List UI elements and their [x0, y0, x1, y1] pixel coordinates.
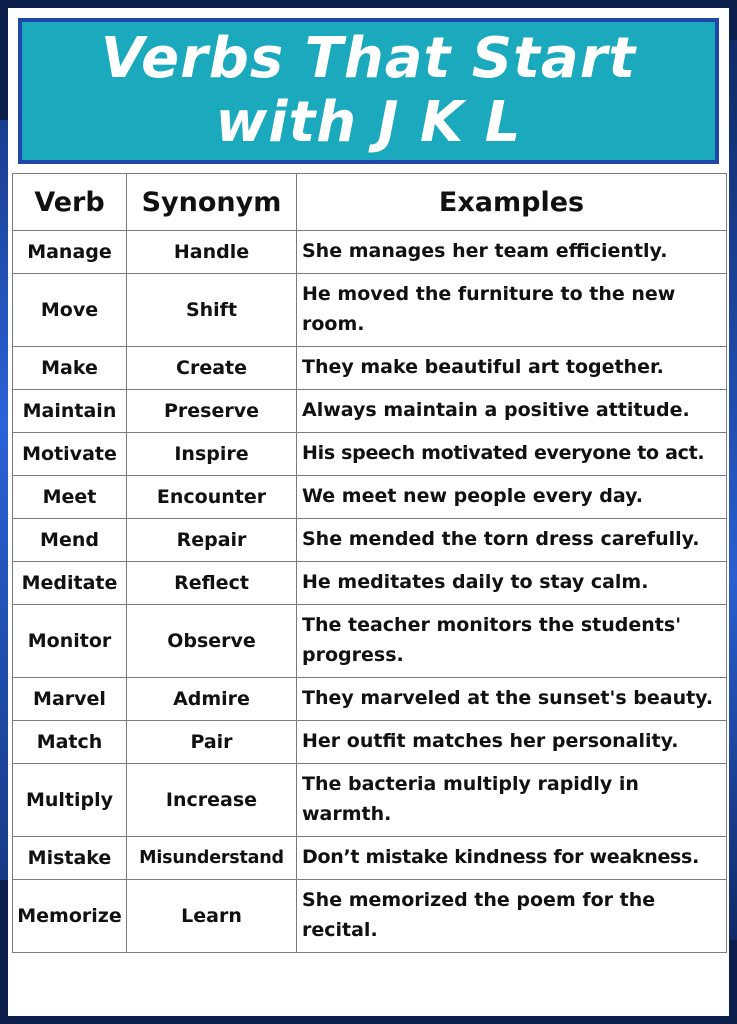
- table-row: [13, 562, 727, 605]
- table-row: [13, 837, 727, 880]
- verb-cell: Mistake: [13, 837, 127, 880]
- verb-cell: Maintain: [13, 390, 127, 433]
- synonym-cell: Reflect: [127, 562, 297, 605]
- verb-cell: Mend: [13, 519, 127, 562]
- table-row: [13, 678, 727, 721]
- synonym-cell: Pair: [127, 721, 297, 764]
- table-row: [13, 764, 727, 837]
- example-cell: Her outfit matches her personality.: [297, 721, 727, 764]
- table-row: [13, 605, 727, 678]
- verb-cell: Monitor: [13, 605, 127, 678]
- example-cell: She memorized the poem for the recital.: [297, 880, 727, 953]
- example-cell: They marveled at the sunset's beauty.: [297, 678, 727, 721]
- header-verb: Verb: [13, 174, 127, 231]
- table-row: [13, 519, 727, 562]
- synonym-cell: Inspire: [127, 433, 297, 476]
- verb-cell: Multiply: [13, 764, 127, 837]
- table-row: [13, 476, 727, 519]
- synonym-cell: Admire: [127, 678, 297, 721]
- synonym-cell: Handle: [127, 231, 297, 274]
- synonym-cell: Encounter: [127, 476, 297, 519]
- table-row: [13, 274, 727, 347]
- table-row: [13, 433, 727, 476]
- table-row: [13, 390, 727, 433]
- example-cell: His speech motivated everyone to act.: [297, 433, 727, 476]
- verb-cell: Motivate: [13, 433, 127, 476]
- synonym-cell: Misunderstand: [127, 837, 297, 880]
- infographic-card: [8, 8, 729, 1016]
- header-examples: Examples: [297, 174, 727, 231]
- example-cell: She mended the torn dress carefully.: [297, 519, 727, 562]
- verb-cell: Manage: [13, 231, 127, 274]
- table-header-row: [13, 174, 727, 231]
- table-row: [13, 347, 727, 390]
- table-row: [13, 880, 727, 953]
- verb-cell: Meet: [13, 476, 127, 519]
- example-cell: Don’t mistake kindness for weakness.: [297, 837, 727, 880]
- table-row: [13, 231, 727, 274]
- example-cell: Always maintain a positive attitude.: [297, 390, 727, 433]
- example-cell: She manages her team efficiently.: [297, 231, 727, 274]
- verb-cell: Meditate: [13, 562, 127, 605]
- verb-cell: Memorize: [13, 880, 127, 953]
- synonym-cell: Shift: [127, 274, 297, 347]
- example-cell: The teacher monitors the students' progress.: [297, 605, 727, 678]
- example-cell: The bacteria multiply rapidly in warmth.: [297, 764, 727, 837]
- verb-cell: Move: [13, 274, 127, 347]
- verb-cell: Marvel: [13, 678, 127, 721]
- example-cell: They make beautiful art together.: [297, 347, 727, 390]
- synonym-cell: Observe: [127, 605, 297, 678]
- header-synonym: Synonym: [127, 174, 297, 231]
- synonym-cell: Create: [127, 347, 297, 390]
- synonym-cell: Repair: [127, 519, 297, 562]
- verbs-table: [12, 173, 727, 953]
- example-cell: He meditates daily to stay calm.: [297, 562, 727, 605]
- example-cell: We meet new people every day.: [297, 476, 727, 519]
- verb-cell: Make: [13, 347, 127, 390]
- title-line-2: with J K L: [215, 90, 522, 155]
- example-cell: He moved the furniture to the new room.: [297, 274, 727, 347]
- synonym-cell: Preserve: [127, 390, 297, 433]
- synonym-cell: Increase: [127, 764, 297, 837]
- verb-cell: Match: [13, 721, 127, 764]
- table-row: [13, 721, 727, 764]
- synonym-cell: Learn: [127, 880, 297, 953]
- title-banner: [18, 18, 719, 164]
- title-line-1: Verbs That Start: [100, 26, 637, 91]
